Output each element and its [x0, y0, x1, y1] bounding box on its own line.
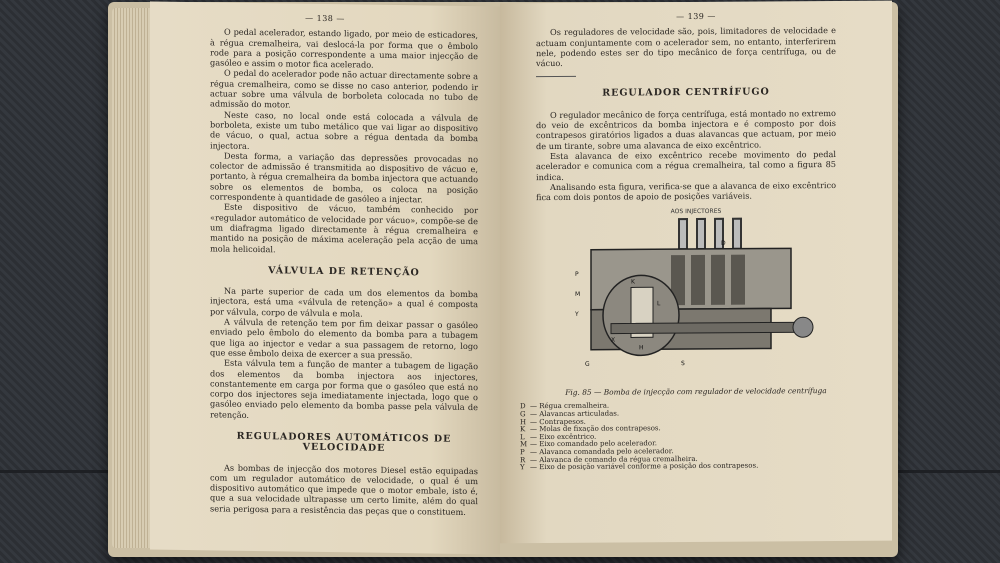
figure-legend [500, 401, 892, 472]
legend-row [520, 462, 892, 472]
legend-letter: G [520, 410, 526, 419]
figure-caption: Fig. 85 — Bomba de injecção com regulador de velocidade centrífuga [565, 386, 827, 398]
figure-letter: M [575, 291, 581, 299]
figure-letter: S [681, 360, 685, 368]
paragraph: Este dispositivo de vácuo, também conhecido por «regulador automático de velocidade por vácuo», compõe-se de um diafragma ligado directamente à régua cremalheira e mantido na posição de máxima aceleração pela acção de uma mola helicoidal. [210, 201, 478, 254]
page-number: — 138 — [305, 13, 345, 24]
paragraph: Esta alavanca de eixo excêntrico recebe movimento do pedal acelerador e comunica com a régua cremalheira, tal como a figura 85 indica. [536, 148, 836, 182]
section-heading: VÁLVULA DE RETENÇÃO [268, 265, 420, 279]
legend-letter: M [520, 440, 528, 449]
legend-letter: H [520, 417, 527, 426]
legend-text: — Eixo excêntrico. [530, 432, 597, 441]
paragraph: O pedal acelerador, estando ligado, por meio de esticadores, à régua cremalheira, vai deslocá-la por forma que o êmbolo rode para a posição correspondente a uma maior injecção de gasóleo e assim o motor fica acelerado. [210, 26, 478, 70]
paragraph: A válvula de retenção tem por fim deixar passar o gasóleo enviado pelo êmbolo do elemento da bomba para a tubagem que liga ao injector e vedar a sua passagem de retorno, logo que esse êmbolo deixa de exercer a sua pressão. [210, 316, 478, 361]
legend-text: — Alavanca comandada pelo acelerador. [530, 447, 674, 457]
legend-letter: R [520, 455, 526, 464]
legend-text: — Alavancas articuladas. [530, 409, 620, 419]
paragraph: O regulador mecânico de força centrífuga, está montado no extremo do veio de excêntricos da bomba injectora e é composto por dois contrapesos giratórios ligados a duas alavancas que actuam, por meio de um tirante, sobre uma alavanca de eixo excêntrico. [536, 107, 836, 151]
legend-letter: D [520, 402, 526, 411]
section-heading: REGULADOR CENTRÍFUGO [602, 86, 770, 100]
figure-letter: X [611, 337, 616, 345]
legend-letter: L [520, 433, 525, 442]
figure-letter: H [639, 344, 644, 352]
paragraph: Analisando esta figura, verifica-se que a alavanca de eixo excêntrico fica com dois pontos de apoio de posições variáveis. [536, 179, 836, 203]
paragraph: Neste caso, no local onde está colocada a válvula de borboleta, existe um tubo metálico que vai ligar ao dispositivo de vácuo, o qual, actua sobre a régua dentada da bomba injectora. [210, 109, 478, 151]
legend-text: — Régua cremalheira. [530, 402, 610, 411]
legend-text: — Alavanca de comando da régua cremalheira. [530, 454, 698, 464]
section-heading: REGULADORES AUTOMÁTICOS DE VELOCIDADE [236, 430, 452, 455]
legend-text: — Contrapesos. [530, 417, 586, 426]
paragraph: As bombas de injecção dos motores Diesel estão equipadas com um regulador automático de velocidade, o qual é um dispositivo automático que impede que o motor embale, isto é, que a sua velocidade ultrapasse um certo limite, além do qual seria perigosa para a resistência das peças que o constituem. [210, 462, 478, 517]
pump-illustration [571, 205, 821, 385]
legend-text: — Eixo comandado pelo acelerador. [530, 439, 657, 449]
paragraph: Na parte superior de cada um dos elementos da bomba injectora, está uma «válvula de retenção» a qual é composta por válvula, corpo de válvula e mola. [210, 285, 478, 319]
paragraph: O pedal do acelerador pode não actuar directamente sobre a régua cremalheira, como se disse no caso anterior, podendo ir actuar sobre uma válvula de borboleta colocada no tubo de admissão do motor. [210, 68, 478, 110]
figure-letter: D [721, 240, 726, 248]
right-text-block [500, 25, 892, 203]
legend-letter: P [520, 448, 525, 457]
legend-letter: K [520, 425, 526, 434]
figure-letter: G [585, 361, 590, 369]
legend-text: — Molas de fixação dos contrapesos. [530, 424, 661, 434]
figure-letter: L [657, 300, 661, 308]
legend-letter: Y [520, 463, 525, 472]
paragraph: Os reguladores de velocidade são, pois, limitadores de velocidade e actuam conjuntamente com o acelerador sem, no entanto, interferirem nele, podendo estes ser do tipo mecânico de força centrífuga, ou de vácuo. [536, 25, 836, 69]
divider [536, 76, 576, 77]
left-page [150, 2, 500, 555]
right-page [500, 1, 892, 544]
paragraph: Esta válvula tem a função de manter a tubagem de ligação dos elementos da bomba injectora aos injectores, constantemente em carga por forma que o gasóleo que está no corpo dos injectores seja imediatamente injectada, logo que o gasóleo enviado pelo elemento da bomba passe pela válvula de retenção. [210, 357, 478, 420]
figure-top-label: AOS INJECTORES [670, 208, 722, 216]
left-text-block [150, 26, 500, 518]
figure-letter: K [631, 278, 635, 286]
figure-letter: Y [575, 311, 579, 319]
page-edges [112, 8, 152, 548]
injection-pump-figure [571, 205, 821, 385]
paragraph: Desta forma, a variação das depressões provocadas no colector de admissão é transmitida ao dispositivo de vácuo e, portanto, à régua cremalheira da bomba injectora que actuando sobre os elementos de bomba, os coloca na posição correspondente à quantidade de gasóleo a injectar. [210, 150, 478, 205]
page-number: — 139 — [676, 11, 716, 22]
legend-text: — Eixo de posição variável conforme a posição dos contrapesos. [530, 461, 759, 472]
figure-letter: P [575, 271, 579, 279]
